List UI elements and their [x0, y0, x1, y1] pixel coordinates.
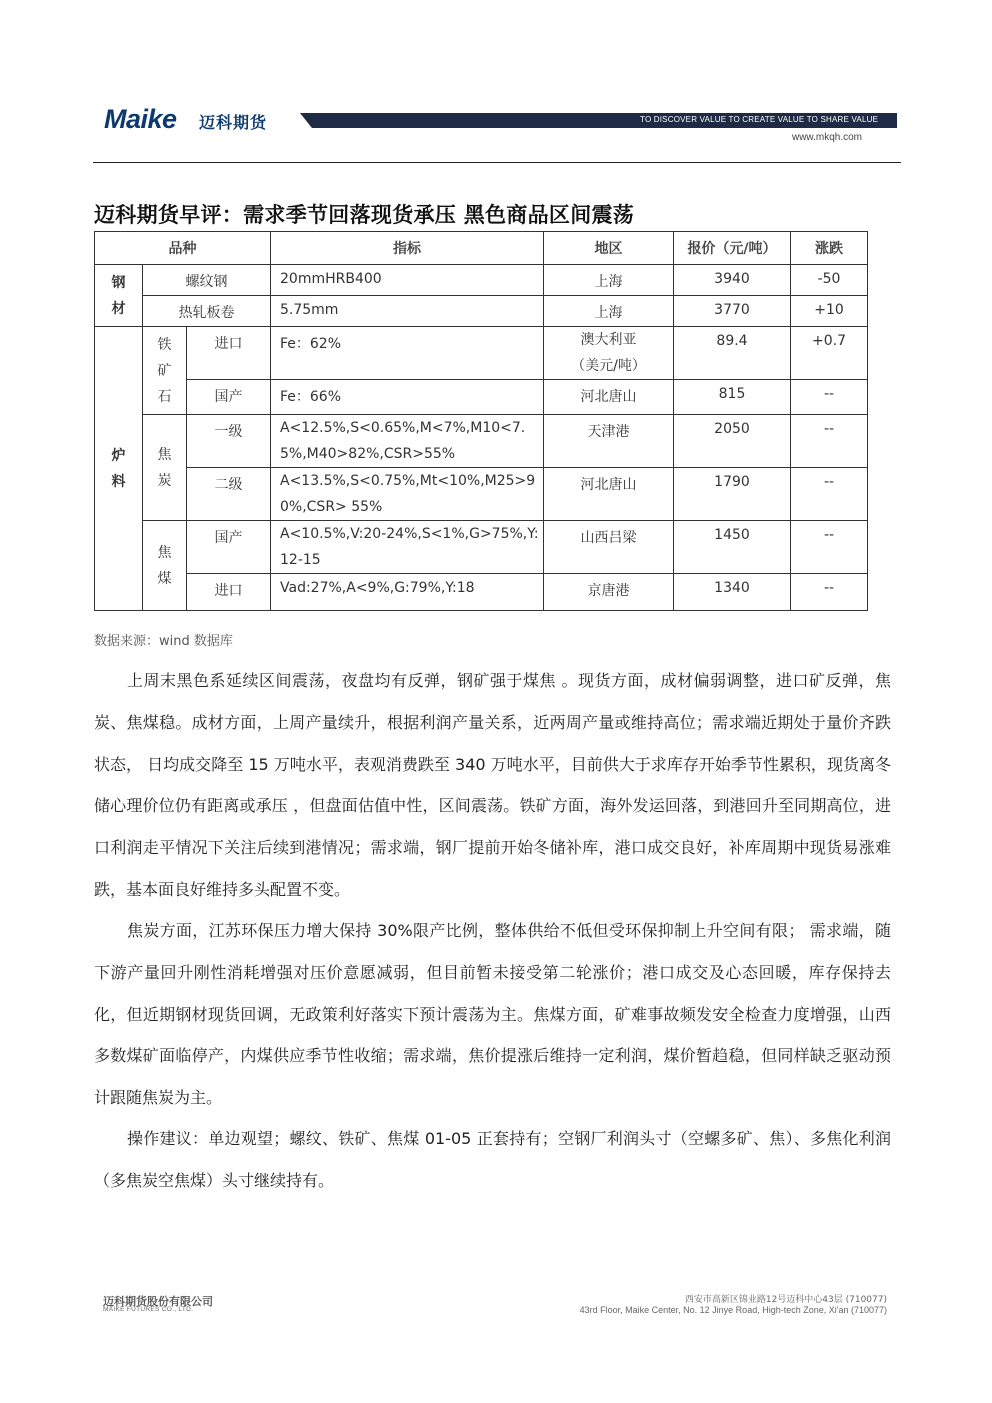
price-cell: 1450 — [674, 521, 791, 574]
region-cell: 河北唐山 — [544, 468, 674, 521]
analysis-paragraph: 上周末黑色系延续区间震荡，夜盘均有反弹，钢矿强于煤焦 。现货方面，成材偏弱调整，进口矿反弹，焦炭、焦煤稳。成材方面，上周产量续升，根据利润产量关系，近两周产量或维持高位；需求端近期处于量价齐跌状态， 日均成交降至 15 万吨水平，表观消费跌至 340 万吨水平，目前供大于求库存开始季节性累积，现货离冬储心理价位仍有距离或承压 ，但盘面估值中性，区间震荡。铁矿方面，海外发运回落，到港回升至同期高位，进口利润走平情况下关注后续到港情况；需求端，钢厂提前开始冬储补库，港口成交良好，补库周期中现货易涨难跌，基本面良好维持多头配置不变。 — [94, 671, 891, 899]
iron-ore-label: 铁矿石 — [143, 327, 187, 415]
analysis-paragraph: 焦炭方面，江苏环保压力增大保持 30%限产比例，整体供给不低但受环保抑制上升空间有限； 需求端，随下游产量回升刚性消耗增强对压价意愿减弱，但目前暂未接受第二轮涨价；港口成交及心态回暖，库存保持去化，但近期钢材现货回调，无政策利好落实下预计震荡为主。焦煤方面，矿难事故频发安全检查力度增强，山西多数煤矿面临停产，内煤供应季节性收缩；需求端，焦价提涨后维持一定利润，煤价暂趋稳，但同样缺乏驱动预计跟随焦炭为主。 — [94, 921, 891, 1108]
category-furnace: 炉料 — [95, 327, 143, 611]
table-row — [95, 468, 868, 521]
spec-cell: 5.75mm — [271, 296, 544, 327]
footer-address-en: 43rd Floor, Maike Center, No. 12 Jinye Road, High-tech Zone, Xi'an (710077) — [579, 1305, 887, 1315]
change-cell: +10 — [791, 296, 868, 327]
spec-cell: Fe：66% — [271, 380, 544, 415]
region-cell: 河北唐山 — [544, 380, 674, 415]
header-divider — [93, 162, 901, 163]
sub-type: 国产 — [187, 380, 271, 415]
slogan-text: TO DISCOVER VALUE TO CREATE VALUE TO SHARE VALUE — [640, 115, 879, 124]
region-cell: 京唐港 — [544, 574, 674, 611]
change-cell: -- — [791, 380, 868, 415]
product-name: 螺纹钢 — [143, 265, 271, 296]
coke-label: 焦炭 — [143, 415, 187, 521]
company-logo: Maike — [104, 104, 177, 134]
sub-type: 国产 — [187, 521, 271, 574]
spec-cell: A<12.5%,S<0.65%,M<7%,M10<7.5%,M40>82%,CSR>55% — [271, 415, 544, 468]
recommendation-paragraph: 操作建议：单边观望；螺纹、铁矿、焦煤 01-05 正套持有；空钢厂利润头寸（空螺多矿、焦）、多焦化利润（多焦炭空焦煤）头寸继续持有。 — [94, 1129, 891, 1190]
website-url[interactable]: www.mkqh.com — [791, 132, 862, 143]
change-cell: +0.7 — [791, 327, 868, 380]
footer-company-en: MAIKE FUTURES CO., LTD. — [103, 1306, 194, 1313]
sub-type: 进口 — [187, 327, 271, 380]
price-cell: 3940 — [674, 265, 791, 296]
change-cell: -- — [791, 468, 868, 521]
price-cell: 1340 — [674, 574, 791, 611]
region-cell: 澳大利亚（美元/吨） — [544, 327, 674, 380]
company-logo-cn: 迈科期货 — [199, 113, 268, 132]
spec-cell: Fe：62% — [271, 327, 544, 380]
table-row — [95, 380, 868, 415]
change-cell: -- — [791, 415, 868, 468]
sub-type: 一级 — [187, 415, 271, 468]
header-variety: 品种 — [95, 232, 271, 265]
change-cell: -- — [791, 521, 868, 574]
table-row — [95, 415, 868, 468]
category-steel: 钢材 — [95, 265, 143, 327]
region-cell: 上海 — [544, 265, 674, 296]
coking-coal-label: 焦煤 — [143, 521, 187, 611]
spec-cell: A<10.5%,V:20-24%,S<1%,G>75%,Y:12-15 — [271, 521, 544, 574]
table-row — [95, 265, 868, 296]
spec-cell: 20mmHRB400 — [271, 265, 544, 296]
price-cell: 3770 — [674, 296, 791, 327]
price-cell: 1790 — [674, 468, 791, 521]
header-price: 报价（元/吨） — [674, 232, 791, 265]
product-name: 热轧板卷 — [143, 296, 271, 327]
change-cell: -- — [791, 574, 868, 611]
sub-type: 进口 — [187, 574, 271, 611]
table-row — [95, 574, 868, 611]
region-cell: 上海 — [544, 296, 674, 327]
footer-address-cn: 西安市高新区锦业路12号迈科中心43层 (710077) — [684, 1295, 887, 1305]
price-cell: 815 — [674, 380, 791, 415]
data-source-note: 数据来源：wind 数据库 — [94, 634, 233, 649]
spec-cell: Vad:27%,A<9%,G:79%,Y:18 — [271, 574, 544, 611]
table-row — [95, 521, 868, 574]
footer-company-cn: 迈科期货股份有限公司 — [103, 1295, 213, 1308]
header-region: 地区 — [544, 232, 674, 265]
region-cell: 天津港 — [544, 415, 674, 468]
page-title: 迈科期货早评：需求季节回落现货承压 黑色商品区间震荡 — [94, 203, 635, 227]
sub-type: 二级 — [187, 468, 271, 521]
header-indicator: 指标 — [271, 232, 544, 265]
table-row — [95, 296, 868, 327]
price-cell: 89.4 — [674, 327, 791, 380]
change-cell: -50 — [791, 265, 868, 296]
table-header-row — [95, 232, 868, 265]
spec-cell: A<13.5%,S<0.75%,Mt<10%,M25>90%,CSR> 55% — [271, 468, 544, 521]
price-cell: 2050 — [674, 415, 791, 468]
table-row — [95, 327, 868, 380]
header-change: 涨跌 — [791, 232, 868, 265]
region-cell: 山西吕梁 — [544, 521, 674, 574]
price-table — [94, 231, 868, 611]
